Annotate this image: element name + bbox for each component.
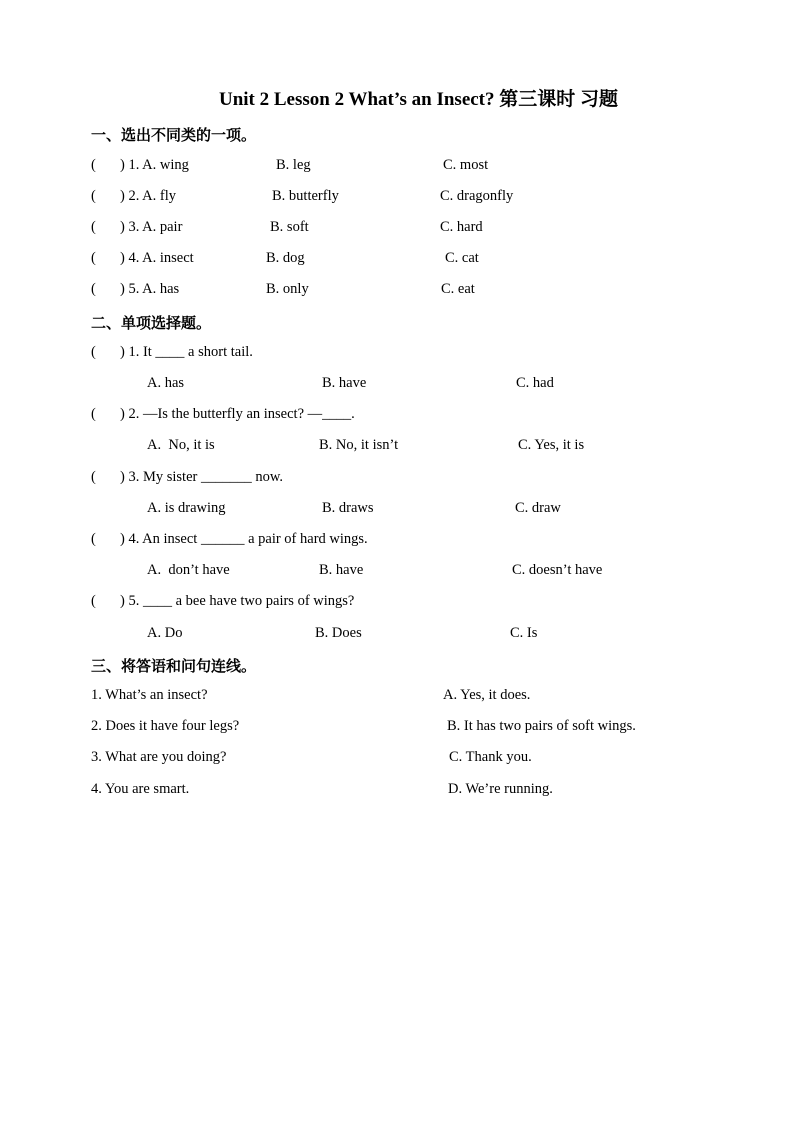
item-stem: ) 2. A. fly: [120, 188, 176, 204]
section2-heading: 二、单项选择题。: [91, 314, 212, 332]
option-a: A. has: [147, 375, 185, 391]
answer-a: A. Yes, it does.: [443, 687, 531, 703]
option-b: B. dog: [266, 250, 305, 266]
question-2: 2. Does it have four legs?: [91, 718, 240, 734]
option-b: B. butterfly: [272, 188, 339, 204]
answer-paren: (: [91, 188, 96, 204]
answer-b: B. It has two pairs of soft wings.: [447, 718, 636, 734]
item-stem: ) 2. —Is the butterfly an insect? —____.: [120, 406, 355, 422]
answer-paren: (: [91, 469, 96, 485]
item-stem: ) 3. A. pair: [120, 219, 183, 235]
item-stem: ) 5. ____ a bee have two pairs of wings?: [120, 593, 355, 609]
option-c: C. doesn’t have: [512, 562, 603, 578]
option-a: A. Do: [147, 625, 183, 641]
item-stem: ) 1. A. wing: [120, 157, 189, 173]
option-b: B. No, it isn’t: [319, 437, 399, 453]
option-a: A. don’t have: [147, 562, 230, 578]
option-c: C. cat: [445, 250, 479, 266]
option-b: B. draws: [322, 500, 374, 516]
question-1: 1. What’s an insect?: [91, 687, 208, 703]
answer-c: C. Thank you.: [449, 749, 532, 765]
answer-paren: (: [91, 157, 96, 173]
answer-paren: (: [91, 531, 96, 547]
option-c: C. draw: [515, 500, 561, 516]
option-b: B. soft: [270, 219, 309, 235]
answer-d: D. We’re running.: [448, 781, 553, 797]
option-c: C. Is: [510, 625, 538, 641]
option-b: B. have: [319, 562, 364, 578]
answer-paren: (: [91, 281, 96, 297]
answer-paren: (: [91, 344, 96, 360]
item-stem: ) 4. A. insect: [120, 250, 194, 266]
option-c: C. eat: [441, 281, 475, 297]
option-b: B. only: [266, 281, 309, 297]
answer-paren: (: [91, 219, 96, 235]
option-b: B. leg: [276, 157, 311, 173]
answer-paren: (: [91, 406, 96, 422]
answer-paren: (: [91, 593, 96, 609]
answer-paren: (: [91, 250, 96, 266]
option-c: C. most: [443, 157, 489, 173]
option-b: B. Does: [315, 625, 362, 641]
option-c: C. Yes, it is: [518, 437, 585, 453]
page-title: Unit 2 Lesson 2 What’s an Insect? 第三课时 习题: [218, 89, 619, 110]
option-c: C. had: [516, 375, 554, 391]
option-c: C. hard: [440, 219, 483, 235]
section3-heading: 三、将答语和问句连线。: [91, 657, 257, 675]
item-stem: ) 1. It ____ a short tail.: [120, 344, 253, 360]
question-3: 3. What are you doing?: [91, 749, 227, 765]
item-stem: ) 5. A. has: [120, 281, 180, 297]
section1-heading: 一、选出不同类的一项。: [91, 126, 257, 144]
option-b: B. have: [322, 375, 367, 391]
item-stem: ) 4. An insect ______ a pair of hard wings.: [120, 531, 368, 547]
question-4: 4. You are smart.: [91, 781, 190, 797]
option-a: A. is drawing: [147, 500, 226, 516]
option-c: C. dragonfly: [440, 188, 514, 204]
option-a: A. No, it is: [147, 437, 215, 453]
item-stem: ) 3. My sister _______ now.: [120, 469, 283, 485]
